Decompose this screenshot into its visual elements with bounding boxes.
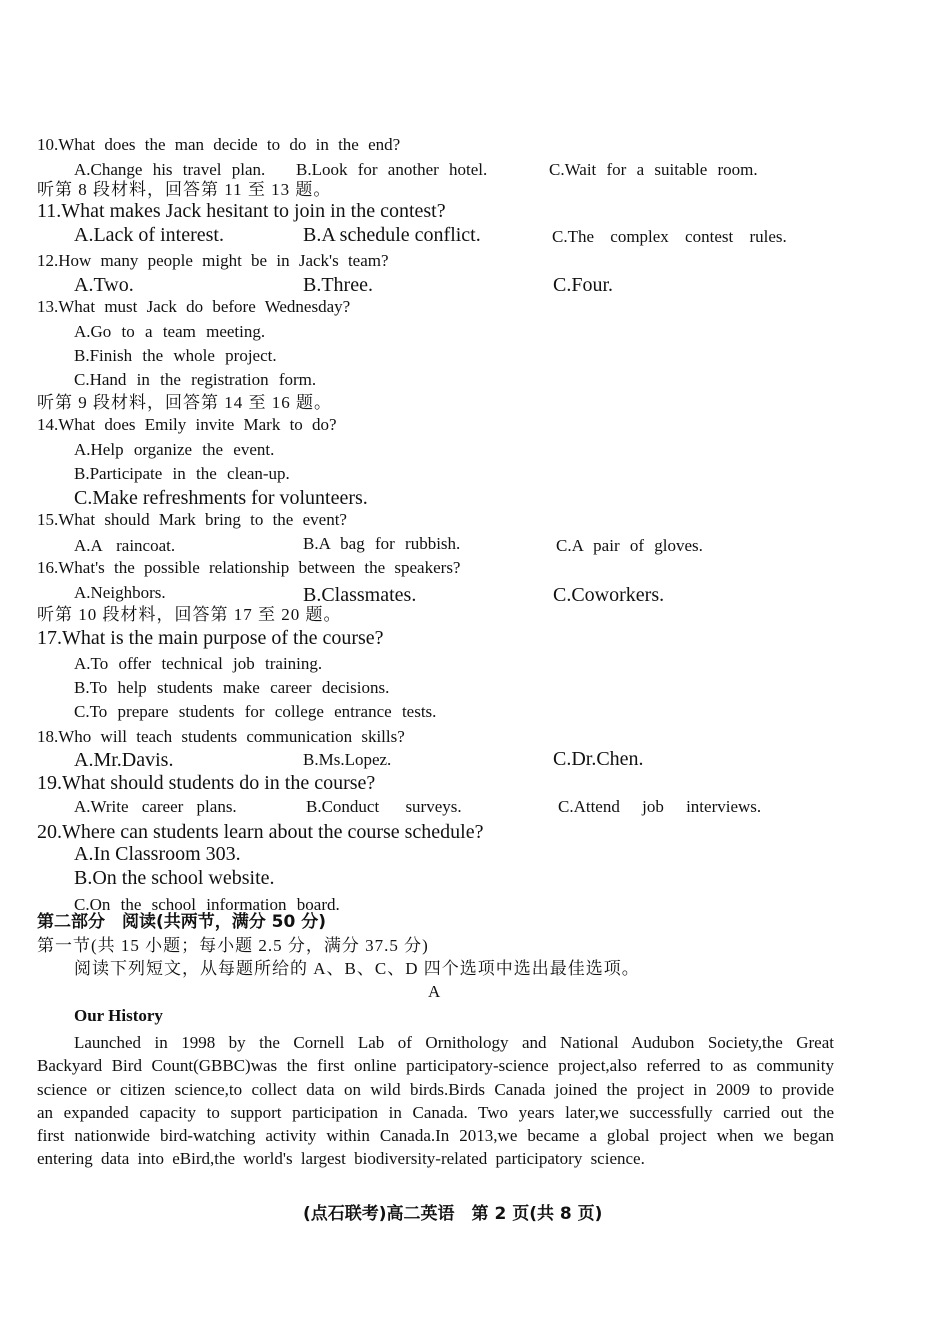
- question-19-stem: 19.What should students do in the course?: [37, 772, 376, 794]
- question-16-stem: 16.What's the possible relationship between the speakers?: [37, 558, 461, 577]
- question-11-stem: 11.What makes Jack hesitant to join in the contest?: [37, 200, 446, 222]
- question-13-option-b: B.Finish the whole project.: [74, 346, 277, 365]
- passage-title: Our History: [74, 1006, 163, 1025]
- question-20-option-a: A.In Classroom 303.: [74, 843, 241, 865]
- question-18-option-a: A.Mr.Davis.: [74, 749, 174, 771]
- question-12-stem: 12.How many people might be in Jack's team?: [37, 251, 389, 270]
- section-intro-9: 听第 9 段材料，回答第 14 至 16 题。: [37, 393, 332, 412]
- question-20-option-b: B.On the school website.: [74, 867, 275, 889]
- question-17-stem: 17.What is the main purpose of the course?: [37, 627, 384, 649]
- passage-letter: A: [428, 982, 441, 1001]
- question-17-option-b: B.To help students make career decisions.: [74, 678, 390, 697]
- question-12-option-a: A.Two.: [74, 274, 134, 296]
- question-16-option-b: B.Classmates.: [303, 584, 417, 606]
- passage-paragraph: Launched in 1998 by the Cornell Lab of Ornithology and National Audubon Society,the Great Backyard Bird Count(GBBC)was the first online participatory-science project,also referred to as community science or citizen science,to collect data on wild birds.Birds Canada joined the project in 2009 to provide an expanded capacity to support participation in Canada. Two years later,we successfully carried out the first nationwide bird-watching activity within Canada.In 2013,we became a global project when we began entering data into eBird,the world's largest biodiversity-related participatory science.: [37, 1033, 834, 1169]
- question-12-option-c: C.Four.: [553, 274, 614, 296]
- question-14-option-c: C.Make refreshments for volunteers.: [74, 487, 368, 509]
- question-20-stem: 20.Where can students learn about the course schedule?: [37, 821, 484, 843]
- question-10-stem: 10.What does the man decide to do in the end?: [37, 135, 401, 154]
- question-18-option-c: C.Dr.Chen.: [553, 748, 644, 770]
- question-16-option-a: A.Neighbors.: [74, 583, 166, 602]
- question-14-option-b: B.Participate in the clean-up.: [74, 464, 290, 483]
- question-15-option-a: A.A raincoat.: [74, 536, 176, 555]
- question-13-option-c: C.Hand in the registration form.: [74, 370, 317, 389]
- question-11-option-a: A.Lack of interest.: [74, 224, 224, 246]
- question-19-option-b: B.Conduct surveys.: [306, 797, 462, 816]
- question-13-option-a: A.Go to a team meeting.: [74, 322, 266, 341]
- question-12-option-b: B.Three.: [303, 274, 373, 296]
- part2-heading: 第二部分 阅读(共两节，满分 50 分): [37, 912, 327, 932]
- question-10-option-c: C.Wait for a suitable room.: [549, 160, 758, 179]
- question-11-option-b: B.A schedule conflict.: [303, 224, 481, 246]
- question-10-option-a: A.Change his travel plan.: [74, 160, 266, 179]
- part2-section1-heading: 第一节(共 15 小题；每小题 2.5 分，满分 37.5 分): [37, 936, 429, 955]
- question-10-option-b: B.Look for another hotel.: [296, 160, 488, 179]
- question-16-option-c: C.Coworkers.: [553, 584, 665, 606]
- question-13-stem: 13.What must Jack do before Wednesday?: [37, 297, 351, 316]
- section-intro-8: 听第 8 段材料，回答第 11 至 13 题。: [37, 180, 332, 199]
- part2-instruction: 阅读下列短文，从每题所给的 A、B、C、D 四个选项中选出最佳选项。: [74, 959, 640, 978]
- question-15-option-b: B.A bag for rubbish.: [303, 534, 461, 553]
- question-15-option-c: C.A pair of gloves.: [556, 536, 703, 555]
- question-19-option-a: A.Write career plans.: [74, 797, 237, 816]
- question-17-option-a: A.To offer technical job training.: [74, 654, 323, 673]
- question-14-option-a: A.Help organize the event.: [74, 440, 275, 459]
- question-14-stem: 14.What does Emily invite Mark to do?: [37, 415, 337, 434]
- page-footer: (点石联考)高二英语 第 2 页(共 8 页): [303, 1204, 603, 1224]
- question-17-option-c: C.To prepare students for college entrance tests.: [74, 702, 437, 721]
- question-20-option-c: C.On the school information board.: [74, 895, 340, 914]
- section-intro-10: 听第 10 段材料，回答第 17 至 20 题。: [37, 605, 342, 624]
- question-18-stem: 18.Who will teach students communication skills?: [37, 727, 405, 746]
- question-18-option-b: B.Ms.Lopez.: [303, 750, 392, 769]
- question-15-stem: 15.What should Mark bring to the event?: [37, 510, 347, 529]
- question-11-option-c: C.The complex contest rules.: [552, 227, 787, 246]
- question-19-option-c: C.Attend job interviews.: [558, 797, 762, 816]
